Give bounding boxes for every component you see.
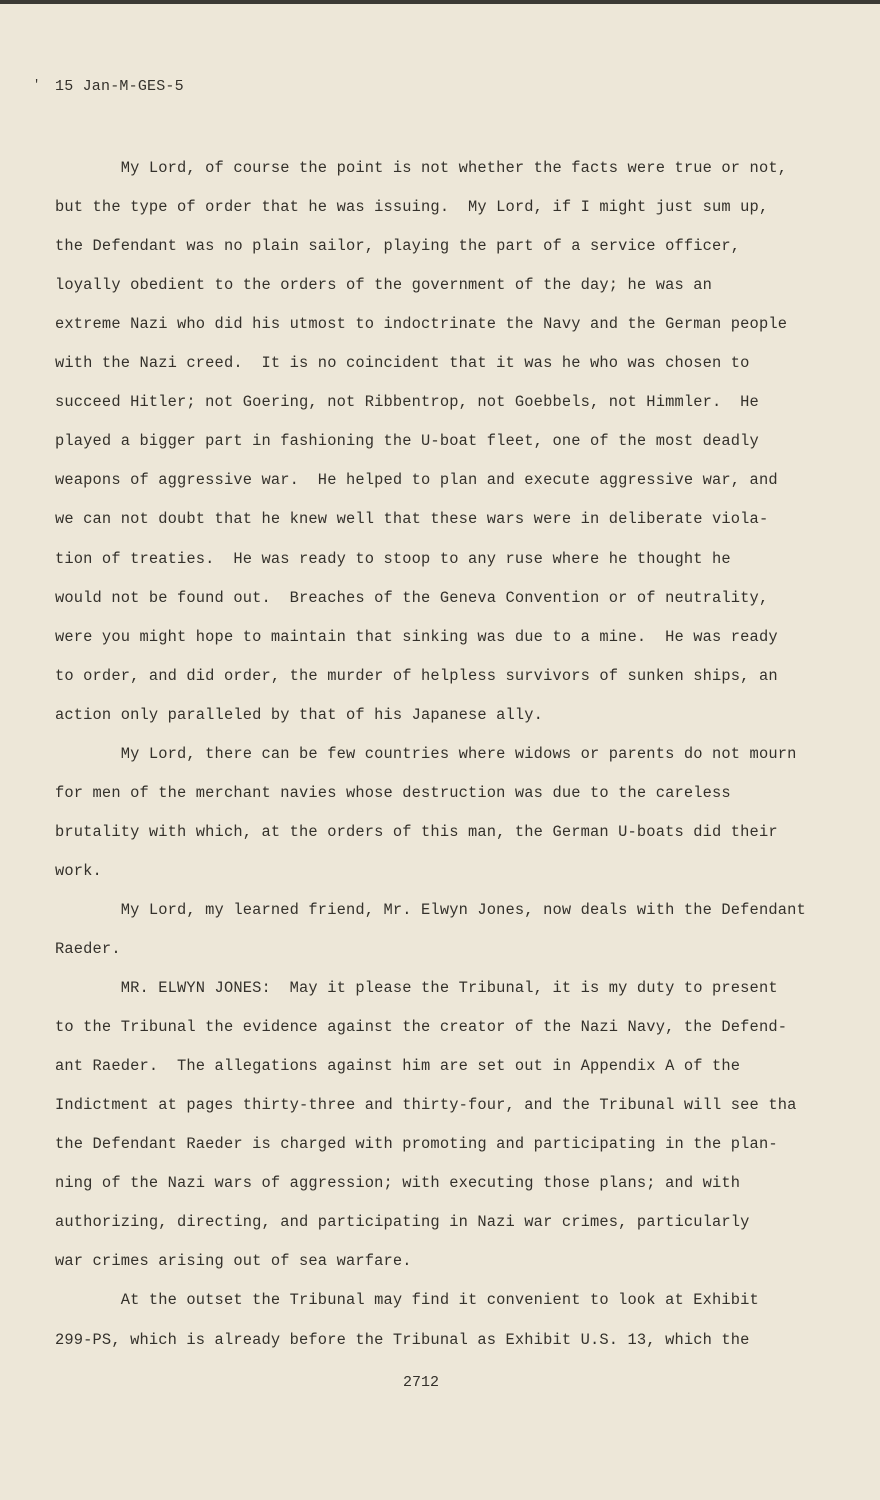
text-line: the Defendant Raeder is charged with promoting and participating in the plan- (55, 1135, 778, 1153)
text-line: but the type of order that he was issuing. My Lord, if I might just sum up, (55, 198, 769, 216)
text-line: work. (55, 862, 102, 880)
text-line: extreme Nazi who did his utmost to indoctrinate the Navy and the German people (55, 315, 788, 333)
text-line: with the Nazi creed. It is no coincident that it was he who was chosen to (55, 354, 750, 372)
page-top-edge (0, 0, 880, 4)
document-reference: 15 Jan-M-GES-5 (55, 78, 184, 95)
text-line: My Lord, of course the point is not whether the facts were true or not, (55, 159, 788, 177)
text-line: for men of the merchant navies whose destruction was due to the careless (55, 784, 731, 802)
text-line: authorizing, directing, and participating in Nazi war crimes, particularly (55, 1213, 750, 1231)
page-number: 2712 (403, 1374, 440, 1391)
text-line: to order, and did order, the murder of helpless survivors of sunken ships, an (55, 667, 778, 685)
text-line: My Lord, my learned friend, Mr. Elwyn Jones, now deals with the Defendant (55, 901, 806, 919)
text-line: would not be found out. Breaches of the Geneva Convention or of neutrality, (55, 589, 769, 607)
text-line: loyally obedient to the orders of the government of the day; he was an (55, 276, 713, 294)
text-line: tion of treaties. He was ready to stoop to any ruse where he thought he (55, 550, 731, 568)
text-line: Raeder. (55, 940, 121, 958)
text-line: weapons of aggressive war. He helped to plan and execute aggressive war, and (55, 471, 778, 489)
text-line: played a bigger part in fashioning the U-boat fleet, one of the most deadly (55, 432, 759, 450)
text-line: brutality with which, at the orders of this man, the German U-boats did their (55, 823, 778, 841)
text-line: war crimes arising out of sea warfare. (55, 1252, 412, 1270)
tick-mark: ' (33, 78, 41, 92)
text-line: My Lord, there can be few countries where widows or parents do not mourn (55, 745, 797, 763)
text-line: ant Raeder. The allegations against him are set out in Appendix A of the (55, 1057, 741, 1075)
text-line: were you might hope to maintain that sinking was due to a mine. He was ready (55, 628, 778, 646)
text-line: ning of the Nazi wars of aggression; with executing those plans; and with (55, 1174, 741, 1192)
text-line: the Defendant was no plain sailor, playing the part of a service officer, (55, 237, 741, 255)
text-line: Indictment at pages thirty-three and thirty-four, and the Tribunal will see tha (55, 1096, 797, 1114)
text-line: we can not doubt that he knew well that these wars were in deliberate viola- (55, 510, 769, 528)
text-line: MR. ELWYN JONES: May it please the Tribunal, it is my duty to present (55, 979, 778, 997)
text-line: 299-PS, which is already before the Tribunal as Exhibit U.S. 13, which the (55, 1331, 750, 1349)
text-line: At the outset the Tribunal may find it convenient to look at Exhibit (55, 1291, 759, 1309)
text-line: to the Tribunal the evidence against the creator of the Nazi Navy, the Defend- (55, 1018, 788, 1036)
text-line: succeed Hitler; not Goering, not Ribbentrop, not Goebbels, not Himmler. He (55, 393, 759, 411)
text-line: action only paralleled by that of his Japanese ally. (55, 706, 544, 724)
